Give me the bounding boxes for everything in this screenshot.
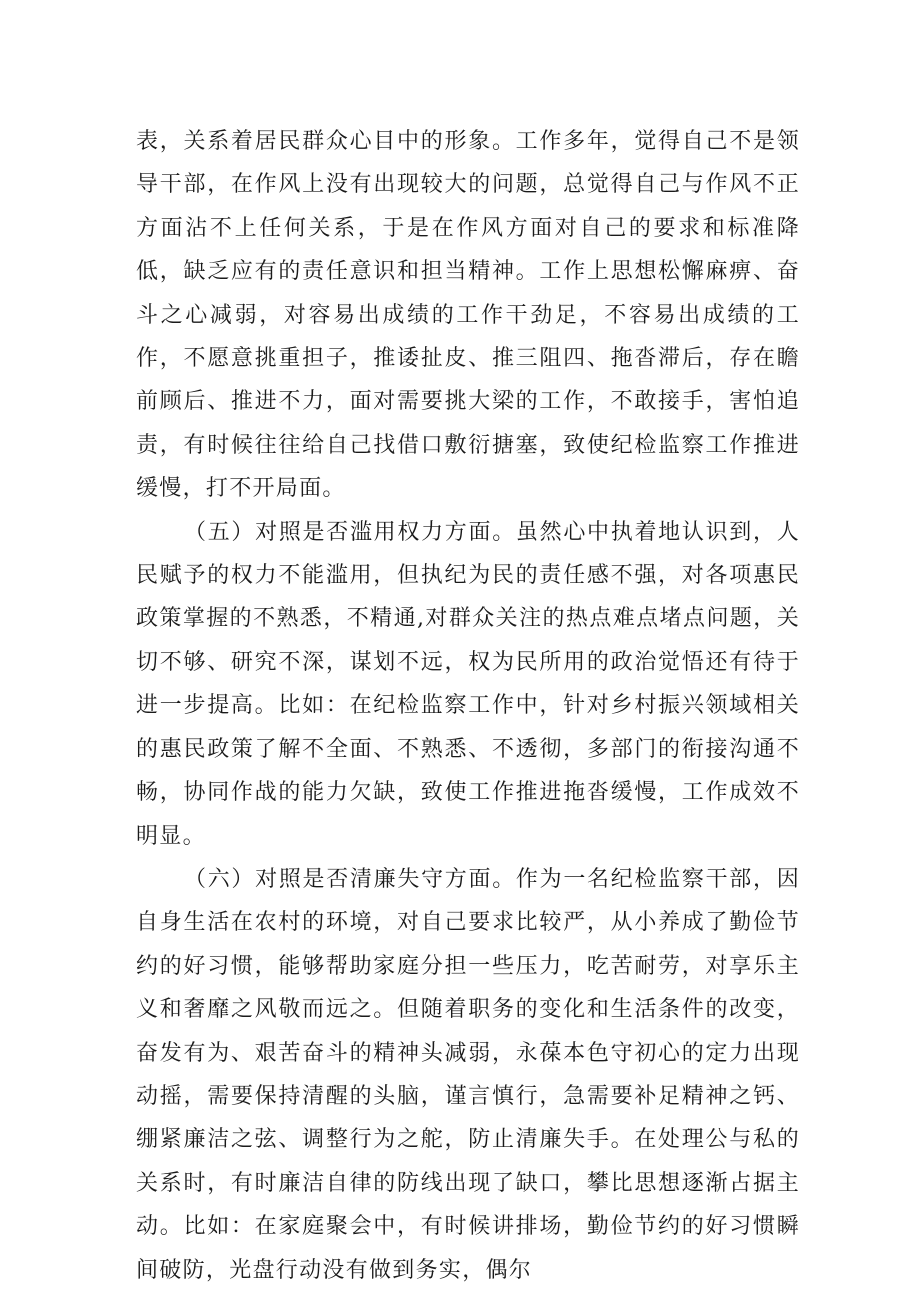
paragraph-style-conduct-continued: 表，关系着居民群众心目中的形象。工作多年，觉得自己不是领导干部，在作风上没有出现较大的问题，总觉得自己与作风不正方面沾不上任何关系，于是在作风方面对自己的要求和标准降低，缺乏应有的责任意识和担当精神。工作上思想松懈麻痹、奋斗之心减弱，对容易出成绩的工作干劲足，不容易出成绩的工作，不愿意挑重担子，推诿扯皮、推三阻四、拖沓滞后，存在瞻前顾后、推进不力，面对需要挑大梁的工作，不敢接手，害怕追责，有时候往往给自己找借口敷衍搪塞，致使纪检监察工作推进缓慢，打不开局面。 (136, 129, 800, 502)
paragraph-section-5-abuse-of-power: （五）对照是否滥用权力方面。虽然心中执着地认识到，人民赋予的权力不能滥用，但执纪为民的责任感不强，对各项惠民政策掌握的不熟悉，不精通,对群众关注的热点难点堵点问题，关切不够、研究不深，谋划不远，权为民所用的政治觉悟还有待于进一步提高。比如：在纪检监察工作中，针对乡村振兴领域相关的惠民政策了解不全面、不熟悉、不透彻，多部门的衔接沟通不畅，协同作战的能力欠缺，致使工作推进拖沓缓慢，工作成效不明显。 (136, 519, 800, 849)
paragraph-section-6-integrity: （六）对照是否清廉失守方面。作为一名纪检监察干部，因自身生活在农村的环境，对自己要求比较严，从小养成了勤俭节约的好习惯，能够帮助家庭分担一些压力，吃苦耐劳，对享乐主义和奢靡之风敬而远之。但随着职务的变化和生活条件的改变，奋发有为、艰苦奋斗的精神头减弱，永葆本色守初心的定力出现动摇，需要保持清醒的头脑，谨言慎行，急需要补足精神之钙、绷紧廉洁之弦、调整行为之舵，防止清廉失手。在处理公与私的关系时，有时廉洁自律的防线出现了缺口，攀比思想逐渐占据主动。比如：在家庭聚会中，有时候讲排场，勤俭节约的好习惯瞬间破防，光盘行动没有做到务实，偶尔 (136, 866, 800, 1283)
document-body (136, 120, 800, 1292)
